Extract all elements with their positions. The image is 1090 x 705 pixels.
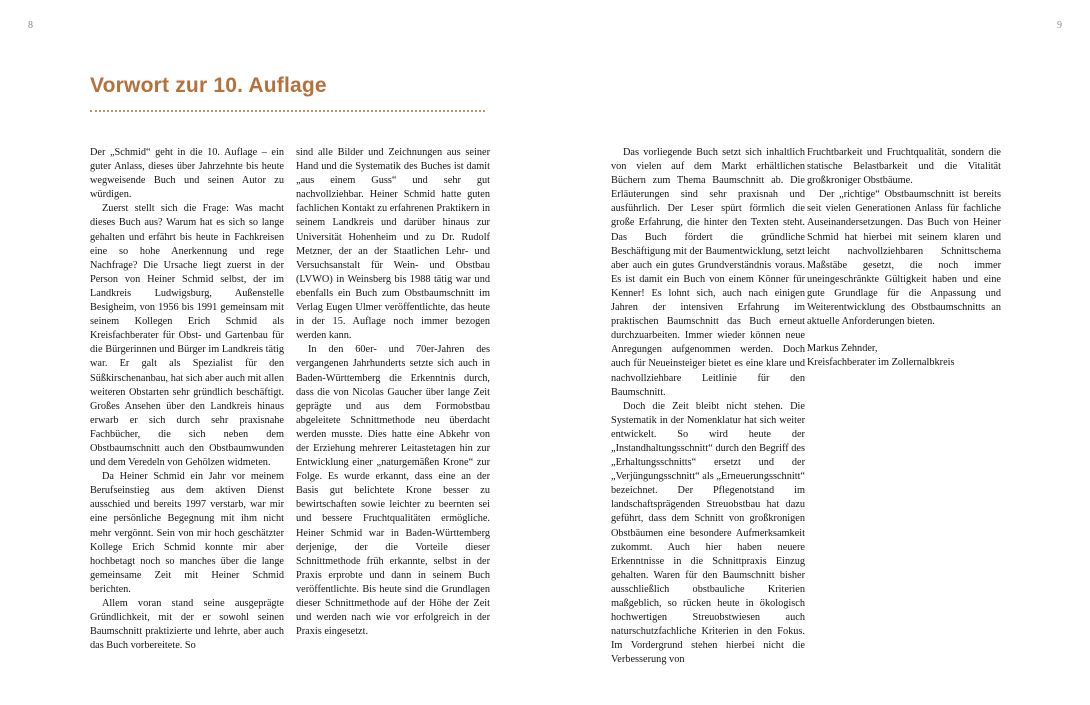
text-column-3 [611, 146, 805, 667]
text-column-2 [296, 146, 490, 639]
paragraph: Zuerst stellt sich die Frage: Was macht dieses Buch aus? Warum hat es sich so lange gehalten und erfährt bis heute in Fachkreisen eine so hohe Anerkennung und rege Nachfrage? Die Ursache liegt zuerst in der Person von Heiner Schmid selbst, der im Landkreis Ludwigsburg, Außenstelle Besigheim, von 1956 bis 1991 gemeinsam mit seinem Kollegen Erich Schmid als Kreisfachberater für Obst- und Gartenbau für die Bürgerinnen und Bürger im Landkreis tätig war. Er galt als Spezialist für den Süßkirschenanbau, hat sich aber auch mit allen weiteren Obstarten sehr gründlich beschäftigt. Großes Ansehen über den Landkreis hinaus erwarb er sich durch sehr praxisnahe Fachbücher, die sich neben dem Obstbaumschnitt auch den Obstbaumwunden und dem Veredeln von Gehölzen widmeten. [90, 203, 284, 469]
signature-name: Markus Zehnder, [807, 343, 878, 355]
paragraph: In den 60er- und 70er-Jahren des vergangenen Jahrhunderts setzte sich auch in Baden-Württemberg die Erkenntnis durch, dass die von Nicolas Gaucher über lange Zeit geprägte und aus dem Formobstbau abgeleitete Schnittmethode neu überdacht werden musste. Dies hatte eine Abkehr von der Erziehung mehrerer Leitastetagen hin zur Entwicklung einer „naturgemäßen Krone“ zur Folge. Es wurde erkannt, dass eine an der Basis gut belichtete Krone besser zu bewirtschaften sowie leichter zu beernten sei und bessere Fruchtqualitäten ermögliche. Heiner Schmid war in Baden-Württemberg derjenige, der die Vorteile dieser Schnittmethode früh erkannte, selbst in der Praxis erprobte und dann in seinem Buch veröffentlichte. Bis heute sind die Grundlagen dieser Schnittmethode auf der Höhe der Zeit und werden nach wie vor erfolgreich in der Praxis eingesetzt. [296, 344, 490, 638]
signature-block [807, 342, 1001, 370]
page-number-left: 8 [28, 20, 33, 31]
paragraph: Das vorliegende Buch setzt sich inhaltlich von vielen auf dem Markt erhältlichen Büchern zum Thema Baumschnitt ab. Die Erläuterungen sind sehr praxisnah und ausführlich. Der Leser spürt förmlich die große Erfahrung, die hinter den Texten steht. Das Buch fördert die gründliche Beschäftigung mit der Baumentwicklung, setzt aber auch ein gutes Grundverständnis voraus. Es ist damit ein Buch von einem Könner für Kenner! Es lohnt sich, auch nach einigen Jahren der intensiven Erfahrung im praktischen Baumschnitt das Buch erneut durchzuarbeiten. Immer wieder können neue Anregungen aufgenommen werden. Doch auch für Neueinsteiger bietet es eine klare und nachvollziehbare Leitlinie für den Baumschnitt. [611, 147, 805, 398]
text-column-1 [90, 146, 284, 653]
right-page [545, 0, 1090, 705]
paragraph: Fruchtbarkeit und Fruchtqualität, sondern die statische Belastbarkeit und die Vitalität großkroniger Obstbäume. [807, 147, 1001, 187]
paragraph: Doch die Zeit bleibt nicht stehen. Die Systematik in der Nomenklatur hat sich weiter entwickelt. So wird heute der „Instandhaltungsschnitt“ durch den Begriff des „Erhaltungsschnitts“ ersetzt und der „Verjüngungsschnitt“ als „Erneuerungsschnitt“ bezeichnet. Der Pflegenotstand im landschaftsprägenden Streuobstbau hat dazu geführt, dass dem Schnitt von großkronigen Obstbäumen eine besondere Aufmerksamkeit zukommt. Auch hier haben neuere Erkenntnisse in die Schnittpraxis Einzug gehalten. Waren für den Baumschnitt bisher ausschließlich obstbauliche Kriterien maßgeblich, so rücken heute in ökologisch hochwertigen Streuobstwiesen auch naturschutzfachliche Kriterien in den Fokus. Im Vordergrund stehen hierbei nicht die Verbesserung von [611, 400, 805, 666]
paragraph: Allem voran stand seine ausgeprägte Gründlichkeit, mit der er sowohl seinen Baumschnitt praktizierte und lehrte, aber auch das Buch vorbereitete. So [90, 598, 284, 652]
text-column-4 [807, 146, 1001, 370]
paragraph: Der „Schmid“ geht in die 10. Auflage – ein guter Anlass, dieses über Jahrzehnte bis heute wegweisende Buch und seinen Autor zu würdigen. [90, 147, 284, 201]
page-title: Vorwort zur 10. Auflage [90, 74, 327, 97]
paragraph: Der „richtige“ Obstbaumschnitt ist bereits seit vielen Generationen Anlass für fachliche Auseinandersetzungen. Das Buch von Heiner Schmid hat hierbei mit seinem klaren und leicht nachvollziehbaren Schnittschema Maßstäbe gesetzt, die noch immer uneingeschränkte Gültigkeit haben und eine gute Grundlage für die Anpassung und Weiterentwicklung des Obstbaumschnitts an aktuelle Anforderungen bieten. [807, 189, 1001, 328]
paragraph: Da Heiner Schmid ein Jahr vor meinem Berufseinstieg aus dem aktiven Dienst ausschied und bereits 1997 verstarb, war mir eine persönliche Begegnung mit ihm nicht mehr vergönnt. Sein von mir hoch geschätzter Kollege Erich Schmid konnte mir aber hochbetagt noch so manches über die lange gemeinsame Zeit mit Heiner Schmid berichten. [90, 471, 284, 595]
signature-role: Kreisfachberater im Zollernalbkreis [807, 357, 955, 369]
page-number-right: 9 [1057, 20, 1062, 31]
paragraph: sind alle Bilder und Zeichnungen aus seiner Hand und die Systematik des Buches ist damit „aus einem Guss“ und sehr gut nachvollziehbar. Heiner Schmid hatte guten fachlichen Kontakt zu erfahrenen Praktikern in seinem Landkreis und darüber hinaus zur Universität Hohenheim und zu Dr. Rudolf Metzner, der an der Staatlichen Lehr- und Versuchsanstalt für Wein- und Obstbau (LVWO) in Weinsberg bis 1988 tätig war und ebenfalls ein Buch zum Obstbaumschnitt im Verlag Eugen Ulmer veröffentlichte, das heute in der 15. Auflage noch immer bezogen werden kann. [296, 147, 490, 342]
title-divider [90, 108, 485, 112]
